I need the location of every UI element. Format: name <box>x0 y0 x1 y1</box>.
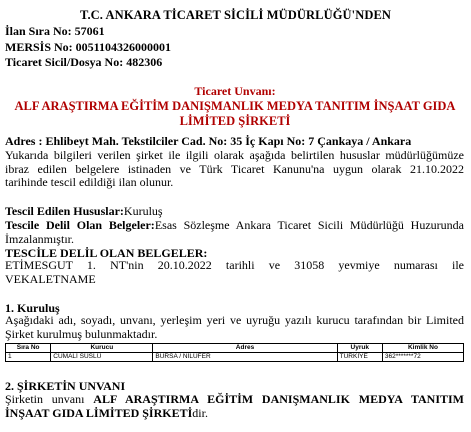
registered-matters-value: Kuruluş <box>123 204 163 218</box>
founders-table <box>5 343 464 362</box>
evidence-line: ETİMESGUT 1. NT'nin 20.10.2022 tarihli ve 31058 yevmiye numarası ile <box>5 258 464 272</box>
intro-line: ibraz edilen belgelere istinaden ve Türk Ticaret Kanunu'na uygun olarak 21.10.2022 <box>5 161 464 176</box>
company-name-prefix: Şirketin unvanı <box>5 392 85 406</box>
table-cell: TÜRKİYE <box>337 353 382 362</box>
section-2-line <box>5 407 464 421</box>
table-row <box>6 353 464 362</box>
column-header: Uyruk <box>337 344 382 353</box>
company-name-bold: ALF ARAŞTIRMA EĞİTİM DANIŞMANLIK MEDYA TANITIM <box>93 392 465 406</box>
section-1-heading: 1. Kuruluş <box>5 301 60 315</box>
evidence-line: VEKALETNAME <box>5 271 96 286</box>
company-name-line-2: LİMİTED ŞİRKETİ <box>179 114 291 128</box>
table-cell: 1 <box>6 353 51 362</box>
column-header: Kimlik No <box>382 344 463 353</box>
supporting-docs <box>5 219 464 246</box>
supporting-docs-line <box>5 219 464 233</box>
section-1-line: Aşağıdaki adı, soyadı, unvanı, yerleşim yeri ve uyruğu yazılı kurucu tarafından bir Limited <box>5 313 464 327</box>
table-header-row <box>6 344 464 353</box>
company-name-line-1: ALF ARAŞTIRMA EĞİTİM DANIŞMANLIK MEDYA TANITIM İNŞAAT GIDA <box>14 99 456 113</box>
company-name-suffix: dir. <box>192 405 208 420</box>
registered-matters <box>5 205 163 219</box>
registry-file-number: Ticaret Sicil/Dosya No: 482306 <box>5 55 163 69</box>
registry-office-title: T.C. ANKARA TİCARET SİCİLİ MÜDÜRLÜĞÜ'NDEN <box>79 8 392 22</box>
supporting-docs-label: Tescile Delil Olan Belgeler: <box>5 218 155 232</box>
supporting-docs-line: İmzalanmıştır. <box>5 231 74 246</box>
column-header: Kurucu <box>51 344 153 353</box>
column-header: Sıra No <box>6 344 51 353</box>
evidence-paragraph <box>5 259 464 286</box>
table-cell: 362*******72 <box>382 353 463 362</box>
section-2-paragraph <box>5 393 464 420</box>
table-cell: BURSA / NİLÜFER <box>153 353 337 362</box>
company-address: Adres : Ehlibeyt Mah. Tekstilciler Cad. No: 35 İç Kapı No: 7 Çankaya / Ankara <box>5 134 412 148</box>
section-1-paragraph <box>5 314 464 341</box>
company-name-bold: İNŞAAT GIDA LİMİTED ŞİRKETİ <box>5 405 193 420</box>
announcement-number: İlan Sıra No: 57061 <box>5 24 105 38</box>
company-title-block <box>5 84 465 129</box>
intro-paragraph <box>5 149 464 190</box>
intro-line: tarihinde tescil edildiği ilan olunur. <box>5 175 174 189</box>
company-title-label: Ticaret Unvanı: <box>194 84 276 98</box>
intro-line: Yukarıda bilgileri verilen şirket ile ilgili olarak aşağıda belirtilen hususlar müdürlüğümüze <box>5 148 464 162</box>
section-2-heading: 2. ŞİRKETİN UNVANI <box>5 379 126 393</box>
section-2-line <box>5 393 464 407</box>
registered-matters-label: Tescil Edilen Hususlar: <box>5 204 124 218</box>
column-header: Adres <box>153 344 337 353</box>
supporting-docs-value: Esas Sözleşme Ankara Ticaret Sicili Müdürlüğü Huzurunda <box>154 218 464 232</box>
mersis-number: MERSİS No: 0051104326000001 <box>5 39 172 54</box>
evidence-heading: TESCİLE DELİL OLAN BELGELER: <box>5 246 208 260</box>
registry-meta <box>5 24 171 71</box>
table-cell: CUMALİ SÜSLÜ <box>51 353 153 362</box>
section-1-line: Şirket kurulmuş bulunmaktadır. <box>5 326 158 341</box>
